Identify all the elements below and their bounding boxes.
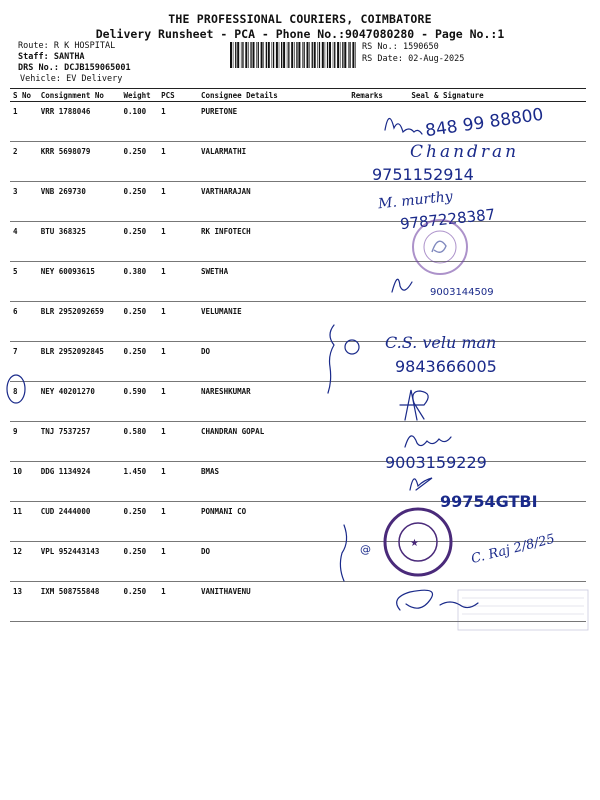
row-pcs: 1 xyxy=(158,142,191,182)
row-sno: 13 xyxy=(10,582,38,622)
drs-line xyxy=(18,63,131,74)
col-weight: Weight xyxy=(121,89,159,102)
row-consignment-no: IXM 508755848 xyxy=(38,582,121,622)
rs-date-value: 02-Aug-2025 xyxy=(408,54,465,64)
row-consignee: VARTHARAJAN xyxy=(191,182,348,222)
row-remarks xyxy=(348,342,408,382)
row-consignee: VALARMATHI xyxy=(191,142,348,182)
row-seal-signature xyxy=(408,142,586,182)
handwritten-number-row-10: 99754GTBI xyxy=(440,492,538,511)
row-weight: 0.250 xyxy=(121,142,159,182)
row-pcs: 1 xyxy=(158,582,191,622)
route-value: R K HOSPITAL xyxy=(53,41,116,51)
page-subtitle: Delivery Runsheet - PCA - Phone No.:9047080280 - Page No.:1 xyxy=(95,27,505,41)
staff-value: SANTHA xyxy=(53,52,85,62)
row-seal-signature xyxy=(408,462,586,502)
table-row xyxy=(10,302,586,342)
row-consignment-no: VRR 1788046 xyxy=(38,102,121,142)
row-seal-signature xyxy=(408,582,586,622)
table-row xyxy=(10,182,586,222)
row-remarks xyxy=(348,462,408,502)
table-header-row xyxy=(10,89,586,102)
row-pcs: 1 xyxy=(158,342,191,382)
row-pcs: 1 xyxy=(158,542,191,582)
col-pcs: PCS xyxy=(158,89,191,102)
col-consignee: Consignee Details xyxy=(191,89,348,102)
row-pcs: 1 xyxy=(158,262,191,302)
row-consignment-no: DDG 1134924 xyxy=(38,462,121,502)
row-weight: 0.250 xyxy=(121,182,159,222)
table-row xyxy=(10,542,586,582)
svg-text:★: ★ xyxy=(410,538,419,549)
row-consignment-no: BLR 2952092845 xyxy=(38,342,121,382)
row-pcs: 1 xyxy=(158,462,191,502)
vehicle-label: Vehicle: xyxy=(20,74,61,84)
col-seal-signature: Seal & Signature xyxy=(408,89,586,102)
row-seal-signature xyxy=(408,302,586,342)
row-weight: 0.250 xyxy=(121,222,159,262)
row-sno: 9 xyxy=(10,422,38,462)
row-weight: 0.250 xyxy=(121,542,159,582)
handwritten-number-row-7: 9843666005 xyxy=(395,357,497,376)
table-row xyxy=(10,382,586,422)
row-remarks xyxy=(348,102,408,142)
page-title: THE PROFESSIONAL COURIERS, COIMBATORE xyxy=(168,12,432,26)
table-row xyxy=(10,142,586,182)
row-sno: 6 xyxy=(10,302,38,342)
vehicle-value: EV Delivery xyxy=(66,74,123,84)
row-weight: 0.250 xyxy=(121,502,159,542)
row-sno: 7 xyxy=(10,342,38,382)
row-sno: 10 xyxy=(10,462,38,502)
row-remarks xyxy=(348,142,408,182)
drs-value: DCJB159065001 xyxy=(64,63,131,73)
row-remarks xyxy=(348,182,408,222)
row-weight: 0.100 xyxy=(121,102,159,142)
handwritten-number-row-3: 9751152914 xyxy=(372,165,474,184)
barcode xyxy=(230,42,358,68)
row-consignee: NARESHKUMAR xyxy=(191,382,348,422)
row-pcs: 1 xyxy=(158,502,191,542)
remark-mark-11-12: @ xyxy=(360,543,371,556)
row-consignee: PONMANI CO xyxy=(191,502,348,542)
row-sno: 11 xyxy=(10,502,38,542)
row-remarks xyxy=(348,502,408,542)
row-pcs: 1 xyxy=(158,102,191,142)
row-seal-signature xyxy=(408,342,586,382)
row-consignment-no: TNJ 7537257 xyxy=(38,422,121,462)
handwritten-name-row-2: Chandran xyxy=(410,142,520,162)
row-consignee: CHANDRAN GOPAL xyxy=(191,422,348,462)
row-sno: 5 xyxy=(10,262,38,302)
row-sno: 4 xyxy=(10,222,38,262)
row-consignee: DO xyxy=(191,342,348,382)
table-row xyxy=(10,222,586,262)
row-consignee: DO xyxy=(191,542,348,582)
row-pcs: 1 xyxy=(158,422,191,462)
runsheet-table xyxy=(10,88,586,622)
row-pcs: 1 xyxy=(158,382,191,422)
table-row xyxy=(10,422,586,462)
row-remarks xyxy=(348,582,408,622)
col-sno: S No xyxy=(10,89,38,102)
table-row xyxy=(10,102,586,142)
row-seal-signature xyxy=(408,102,586,142)
row-pcs: 1 xyxy=(158,302,191,342)
row-pcs: 1 xyxy=(158,182,191,222)
row-remarks xyxy=(348,542,408,582)
col-remarks: Remarks xyxy=(348,89,408,102)
route-line xyxy=(18,41,115,52)
row-weight: 0.590 xyxy=(121,382,159,422)
row-remarks xyxy=(348,262,408,302)
row-pcs: 1 xyxy=(158,222,191,262)
row-consignment-no: NEY 60093615 xyxy=(38,262,121,302)
row-weight: 0.250 xyxy=(121,582,159,622)
rs-no-value: 1590650 xyxy=(402,42,439,52)
route-label: Route: xyxy=(18,41,49,51)
row-sno: 3 xyxy=(10,182,38,222)
row-seal-signature xyxy=(408,542,586,582)
row-weight: 0.380 xyxy=(121,262,159,302)
row-sno: 2 xyxy=(10,142,38,182)
table-row xyxy=(10,262,586,302)
table-row xyxy=(10,462,586,502)
row-consignee: PURETONE xyxy=(191,102,348,142)
handwritten-number-row-1: 848 99 88800 xyxy=(424,104,545,142)
handwritten-signature-row-6: C.S. velu man xyxy=(385,333,497,352)
row-consignment-no: NEY 40201270 xyxy=(38,382,121,422)
row-remarks xyxy=(348,222,408,262)
handwritten-name-row-3: M. murthy xyxy=(377,188,454,213)
row-consignment-no: BTU 368325 xyxy=(38,222,121,262)
row-remarks xyxy=(348,382,408,422)
row-remarks xyxy=(348,422,408,462)
table-row xyxy=(10,582,586,622)
row-consignee: VANITHAVENU xyxy=(191,582,348,622)
table-row xyxy=(10,342,586,382)
row-consignment-no: VPL 952443143 xyxy=(38,542,121,582)
row-consignment-no: BLR 2952092659 xyxy=(38,302,121,342)
row-seal-signature xyxy=(408,382,586,422)
row-consignment-no: CUD 2444000 xyxy=(38,502,121,542)
col-consignment: Consignment No xyxy=(38,89,121,102)
row-remarks xyxy=(348,302,408,342)
row-weight: 0.250 xyxy=(121,302,159,342)
handwritten-number-row-3b: 9787228387 xyxy=(399,205,497,234)
table-row xyxy=(10,502,586,542)
row-seal-signature xyxy=(408,222,586,262)
row-weight: 0.580 xyxy=(121,422,159,462)
row-weight: 0.250 xyxy=(121,342,159,382)
row-consignee: VELUMANIE xyxy=(191,302,348,342)
row-sno: 1 xyxy=(10,102,38,142)
staff-line xyxy=(18,52,85,63)
handwritten-signature-row-11: C. Raj 2/8/25 xyxy=(469,531,557,567)
row-weight: 1.450 xyxy=(121,462,159,502)
row-consignee: BMAS xyxy=(191,462,348,502)
vehicle-line xyxy=(20,74,122,85)
row-consignment-no: VNB 269730 xyxy=(38,182,121,222)
rs-block xyxy=(362,41,464,65)
rs-no: RS No.: 1590650 xyxy=(362,42,439,52)
row-sno: 12 xyxy=(10,542,38,582)
handwritten-number-row-5: 9003144509 xyxy=(430,287,494,298)
rs-date: RS Date: 02-Aug-2025 xyxy=(362,54,465,64)
row-sno: 8 xyxy=(10,382,38,422)
row-seal-signature xyxy=(408,422,586,462)
drs-label: DRS No.: xyxy=(18,63,59,73)
row-seal-signature xyxy=(408,182,586,222)
row-consignment-no: KRR 5698079 xyxy=(38,142,121,182)
row-consignee: SWETHA xyxy=(191,262,348,302)
row-consignee: RK INFOTECH xyxy=(191,222,348,262)
row-seal-signature xyxy=(408,502,586,542)
handwritten-number-row-9: 9003159229 xyxy=(385,453,487,472)
staff-label: Staff: xyxy=(18,52,49,62)
row-seal-signature xyxy=(408,262,586,302)
